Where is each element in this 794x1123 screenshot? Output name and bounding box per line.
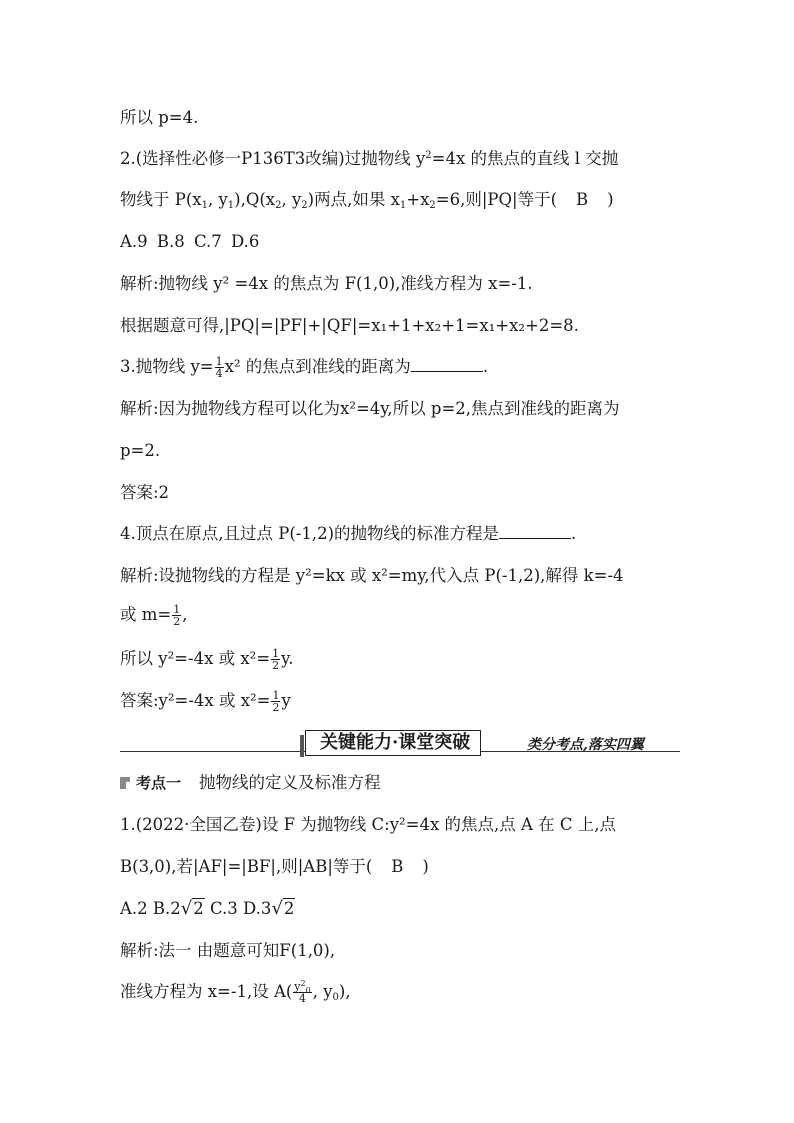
- question-2-options: A.9 B.8 C.7 D.6: [120, 232, 260, 251]
- section-heading: [120, 773, 381, 793]
- problem-1: 1.(2022·全国乙卷)设 F 为抛物线 C:y²=4x 的焦点,点 A 在 C 上,点: [120, 815, 617, 834]
- solution-line: 所以 y²=-4x 或 x²= $\frac{1}{2}$ y.: [120, 647, 294, 672]
- fraction: $\frac{1}{2}$: [173, 603, 181, 628]
- question-4: 4.顶点在原点,且过点 P(-1,2)的抛物线的标准方程是 .: [120, 524, 577, 543]
- answer-line: 答案:2: [120, 483, 170, 502]
- fraction: $\frac{1}{4}$: [215, 355, 223, 380]
- fraction: $\frac{1}{2}$: [272, 647, 280, 672]
- solution-line: 解析:法一 由题意可知F(1,0),: [120, 941, 336, 960]
- fraction: $\frac{y^2_0}{4}$: [294, 979, 311, 1005]
- answer-line: 答案:y²=-4x 或 x²= $\frac{1}{2}$ y: [120, 689, 291, 714]
- section-banner: [120, 730, 680, 756]
- solution-line: p=2.: [120, 441, 161, 460]
- answer-choice: B: [575, 190, 589, 209]
- question-3: 3.抛物线 y= $\frac{1}{4}$ x² 的焦点到准线的距离为 .: [120, 355, 489, 380]
- solution-line: 或 m= $\frac{1}{2}$ ,: [120, 603, 188, 628]
- bookmark-icon: [120, 777, 130, 789]
- answer-blank: [411, 357, 483, 372]
- answer-blank: [499, 524, 571, 539]
- fraction: $\frac{1}{2}$: [272, 689, 280, 714]
- section-tag: 考点一: [136, 774, 182, 792]
- problem-1-options: A.2 B.2√2 C.3 D.3√2: [120, 898, 295, 919]
- solution-line: 解析:抛物线 y² =4x 的焦点为 F(1,0),准线方程为 x=-1.: [120, 274, 533, 293]
- banner-subtitle: 类分考点,落实四翼: [527, 737, 644, 753]
- banner-title: 关键能力·课堂突破: [305, 730, 481, 756]
- solution-line: 根据题意可得,|PQ|=|PF|+|QF|=x₁+1+x₂+1=x₁+x₂+2=8.: [120, 316, 579, 335]
- sqrt: √2: [271, 898, 295, 919]
- question-2-line2: 物线于 $P(x_1$, $y_1),Q(x_2$, $y_2$)两点,如果 $x_1+x_2=6$,则|PQ|等于( B ): [120, 190, 614, 211]
- sqrt: √2: [180, 898, 204, 919]
- answer-choice: B: [391, 857, 404, 876]
- question-2: 2.(选择性必修一P136T3改编)过抛物线 $y^2=4x$ 的焦点的直线 l 交抛: [120, 149, 619, 168]
- solution-line: 准线方程为 x=-1,设 A( $\frac{y^2_0}{4}$ , $y_0$),: [120, 979, 351, 1005]
- section-title: 抛物线的定义及标准方程: [199, 773, 381, 792]
- solution-line: 解析:因为抛物线方程可以化为x²=4y,所以 p=2,焦点到准线的距离为: [120, 399, 620, 418]
- solution-line: 解析:设抛物线的方程是 y²=kx 或 x²=my,代入点 P(-1,2),解得 k=-4: [120, 566, 624, 585]
- problem-1-line2: B(3,0),若|AF|=|BF|,则|AB|等于( B ): [120, 857, 429, 876]
- text-line: 所以 p=4.: [120, 108, 199, 127]
